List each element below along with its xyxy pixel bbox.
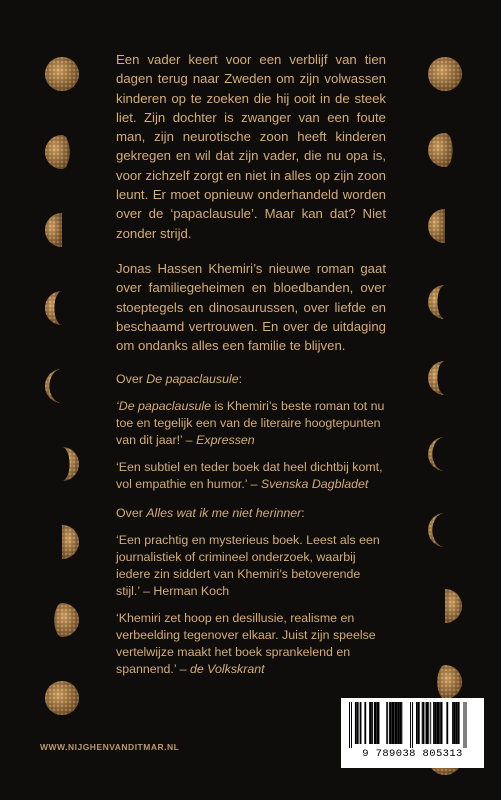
left-moon-shading bbox=[54, 603, 79, 637]
barcode-bar bbox=[416, 702, 418, 744]
barcode-bar bbox=[392, 702, 395, 744]
barcode bbox=[341, 698, 484, 768]
barcode-guard-bar bbox=[349, 702, 350, 748]
barcode-bar bbox=[428, 702, 429, 744]
right-moon-shading bbox=[428, 361, 445, 395]
barcode-bar bbox=[400, 702, 402, 744]
publisher-url: WWW.NIJGHENVANDITMAR.NL bbox=[40, 742, 180, 752]
right-moon-shading bbox=[428, 513, 445, 547]
barcode-guard-bar bbox=[466, 702, 467, 748]
back-cover-text bbox=[116, 50, 386, 690]
barcode-bar bbox=[426, 702, 429, 744]
barcode-bar bbox=[398, 702, 400, 744]
barcode-bar bbox=[374, 702, 377, 744]
barcode-bar bbox=[395, 702, 398, 744]
barcode-bar bbox=[387, 702, 388, 744]
barcode-bar bbox=[435, 702, 437, 744]
review-quote: ‘Een subtiel en teder boek dat heel dichtbij komt, vol empathie en humor.’ – Svenska Dagbladet bbox=[116, 460, 383, 492]
barcode-bar bbox=[452, 702, 454, 744]
barcode-bar bbox=[386, 702, 387, 744]
review-heading: Over Alles wat ik me niet herinner: bbox=[116, 506, 305, 521]
review-quote: ‘Khemiri zet hoop en desillusie, realisme en verbeelding tegenover elkaar. Juist zijn speelse vertelwijze maakt het boek sprankelend en spannend.’ – de Volkskrant bbox=[116, 611, 376, 677]
book-blurb bbox=[116, 50, 386, 355]
barcode-bar bbox=[377, 702, 380, 744]
blurb-paragraph-1: Een vader keert voor een verblijf van tien dagen terug naar Zweden om zijn volwassen kinderen op te zoeken die hij ooit in de steek liet. Zijn dochter is zwanger van een foute man, zijn neurotische zoon heeft kinderen gekregen en wil dat zijn vader, die nu opa is, voor zichzelf zorgt en niet in alles op zijn zoon leunt. Er moet opnieuw onderhandeld worden over de ‘papaclausule’. Maar kan dat? Niet zonder strijd. bbox=[116, 52, 386, 241]
barcode-bar bbox=[369, 702, 372, 744]
barcode-bar bbox=[437, 702, 440, 744]
review-heading: Over De papaclausule: bbox=[116, 372, 243, 387]
barcode-bar bbox=[401, 702, 402, 744]
left-moon-shading bbox=[62, 447, 79, 481]
barcode-guard-bar bbox=[410, 702, 411, 748]
barcode-bar bbox=[357, 702, 359, 744]
barcode-bar bbox=[360, 702, 362, 744]
barcode-guard-bar bbox=[351, 702, 352, 748]
barcode-bar bbox=[430, 702, 431, 744]
reviews-alles-wat bbox=[116, 505, 386, 678]
left-moon-shading bbox=[45, 57, 79, 91]
barcode-bar bbox=[458, 702, 460, 744]
barcode-bar bbox=[389, 702, 392, 744]
reviews-papaclausule bbox=[116, 371, 386, 493]
barcode-bar bbox=[418, 702, 420, 744]
barcode-bar bbox=[433, 702, 434, 744]
barcode-bar bbox=[456, 702, 458, 744]
left-moon-shading bbox=[45, 135, 70, 169]
right-moon-shading bbox=[428, 285, 445, 319]
right-moon-shading bbox=[445, 589, 462, 623]
barcode-bar bbox=[441, 702, 443, 744]
barcode-bar bbox=[423, 702, 425, 744]
review-quote: ‘De papaclausule is Khemiri’s beste roman tot nu toe en tegelijk een van de literaire hoogtepunten van dit jaar!’ – Expressen bbox=[116, 399, 385, 448]
barcode-guard-bar bbox=[412, 702, 413, 748]
barcode-bar bbox=[440, 702, 441, 744]
left-moon-shading bbox=[45, 291, 62, 325]
right-moon-shading bbox=[437, 665, 462, 699]
barcode-bar bbox=[355, 702, 357, 744]
left-moon-shading bbox=[45, 369, 62, 403]
isbn-number: 9 789038 805313 bbox=[362, 748, 463, 760]
left-moon-shading bbox=[45, 681, 79, 715]
left-moon-shading bbox=[45, 213, 62, 247]
right-moon-shading bbox=[428, 209, 445, 243]
right-moon-shading bbox=[428, 133, 453, 167]
left-moon-shading bbox=[62, 525, 79, 559]
right-moon-shading bbox=[428, 437, 445, 471]
barcode-bar bbox=[446, 702, 448, 744]
right-moon-shading bbox=[428, 57, 462, 91]
blurb-paragraph-2: Jonas Hassen Khemiri’s nieuwe roman gaat over familiegeheimen en bloedbanden, over stoeptegels en dinosaurussen, over liefde en beschaamd vertrouwen. En over de uitdaging om ondanks alles een familie te blijven. bbox=[116, 260, 386, 354]
barcode-bar bbox=[364, 702, 366, 744]
barcode-bar bbox=[434, 702, 435, 744]
barcode-bars bbox=[347, 702, 478, 748]
barcode-bar bbox=[454, 702, 456, 744]
barcode-guard-bar bbox=[464, 702, 465, 748]
review-quote: ‘Een prachtig en mysterieus boek. Leest als een journalistiek of crimineel onderzoek, waarbij iedere zin siddert van Khemiri’s betoverende stijl.’ – Herman Koch bbox=[116, 533, 380, 599]
barcode-bar bbox=[422, 702, 423, 744]
barcode-bar bbox=[372, 702, 373, 744]
